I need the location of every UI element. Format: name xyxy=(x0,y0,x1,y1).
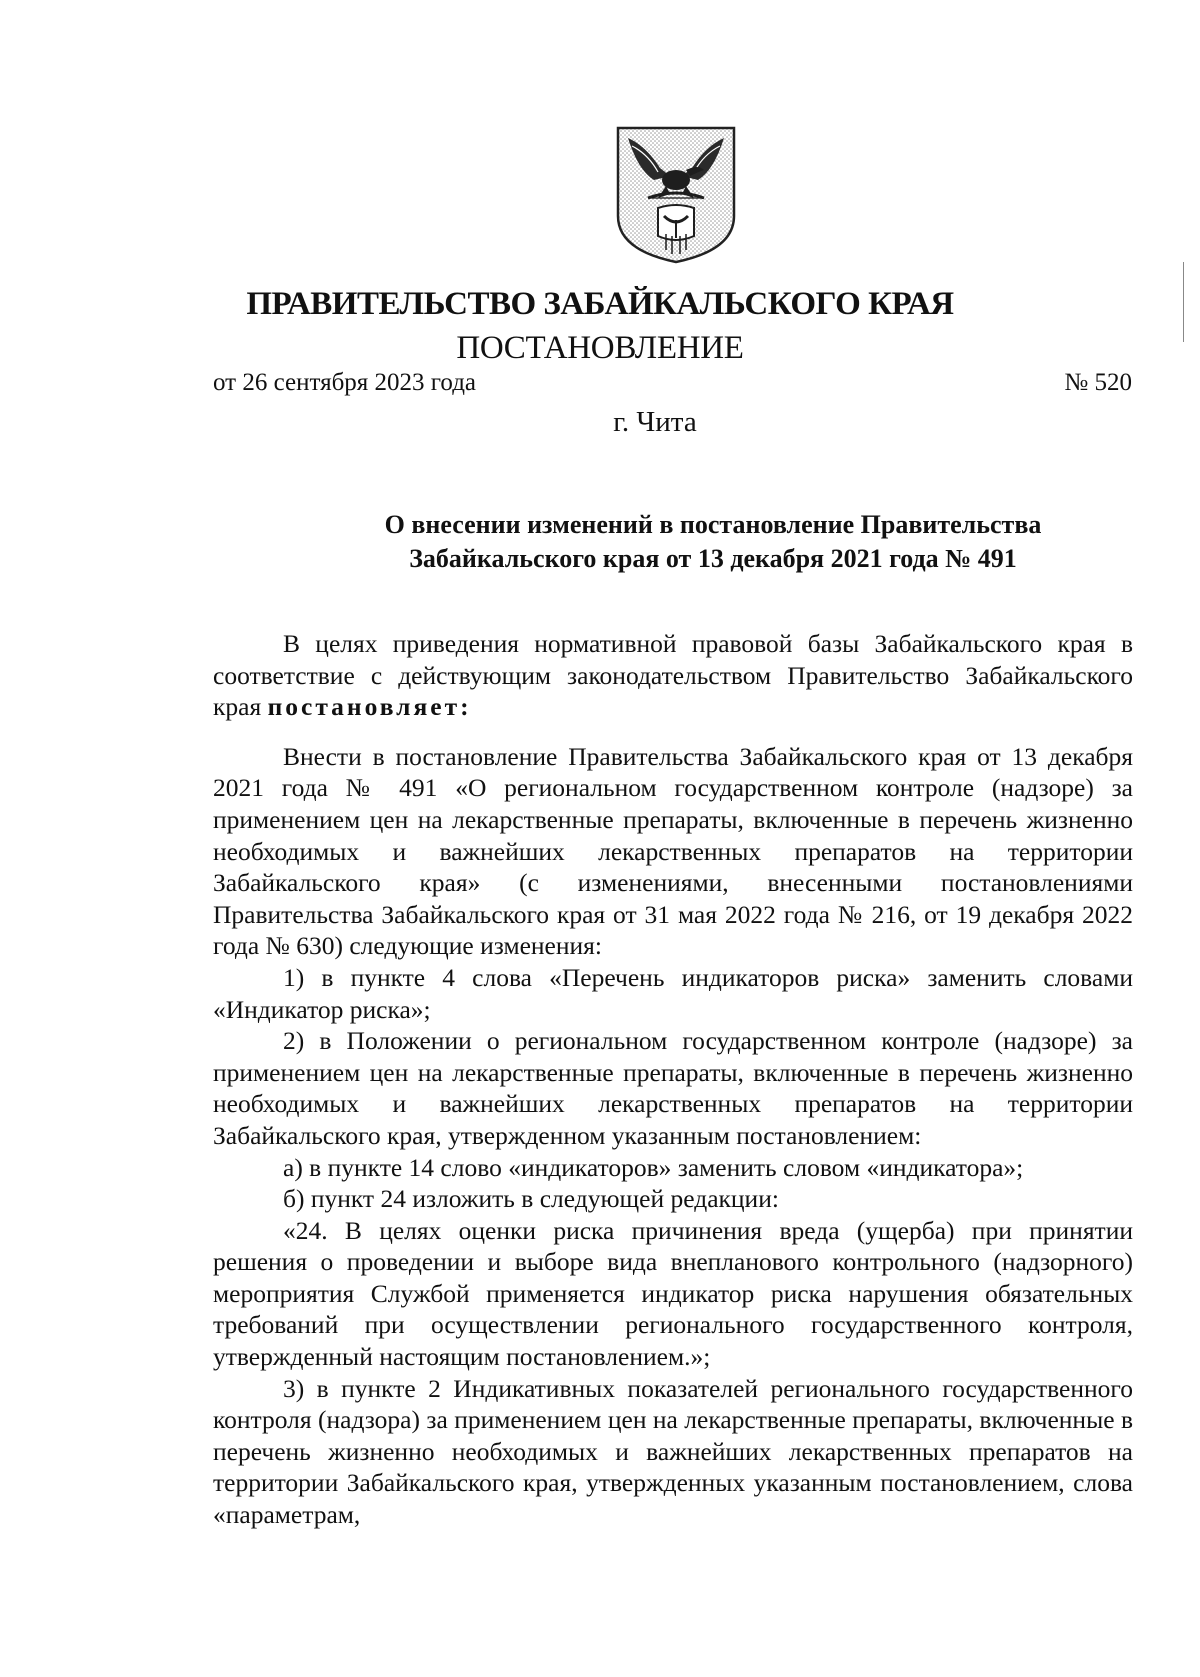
body-paragraph: 1) в пункте 4 слова «Перечень индикаторов риска» заменить словами «Индикатор риска»; xyxy=(213,962,1133,1024)
document-date: от 26 сентября 2023 года xyxy=(213,369,477,396)
body-paragraph: 2) в Положении о региональном государственном контроле (надзоре) за применением цен на лекарственные препараты, включенные в перечень жизненно необходимых и важнейших лекарственных препаратов на территории Забайкальского края, утвержденном указанным постановлением: xyxy=(213,1026,1133,1150)
body-paragraph: 3) в пункте 2 Индикативных показателей регионального государственного контроля (надзора) за применением цен на лекарственные препараты, включенные в перечень жизненно необходимых и важнейших лекарственных препаратов на территории Забайкальского края, утвержденных указанным постановлением, слова «параметрам, xyxy=(213,1373,1133,1530)
document-type: ПОСТАНОВЛЕНИЕ xyxy=(456,330,744,366)
document-city: г. Чита xyxy=(613,406,697,438)
preamble-text: В целях приведения нормативной правовой базы Забайкальского края в соответствие с действующим законодательством Правительство Забайкальского края xyxy=(213,629,1133,722)
body-paragraph: Внести в постановление Правительства Забайкальского края от 13 декабря 2021 года № 491 «О региональном государственном контроле (надзоре) за применением цен на лекарственные препараты, включенные в перечень жизненно необходимых и важнейших лекарственных препаратов на территории Забайкальского края» (с изменениями, внесенными постановлениями Правительства Забайкальского края от 31 мая 2022 года № 216, от 19 декабря 2022 года № 630) следующие изменения: xyxy=(213,741,1133,961)
subject-line-1: О внесении изменений в постановление Правительства xyxy=(384,510,1042,539)
body-paragraph: б) пункт 24 изложить в следующей редакции: xyxy=(283,1184,779,1214)
document-subject xyxy=(213,508,1173,576)
government-name: ПРАВИТЕЛЬСТВО ЗАБАЙКАЛЬСКОГО КРАЯ xyxy=(246,286,954,322)
document-body xyxy=(213,628,1133,1531)
coat-of-arms-icon xyxy=(614,124,738,264)
body-paragraph: «24. В целях оценки риска причинения вреда (ущерба) при принятии решения о проведении и выборе вида внепланового контрольного (надзорного) мероприятия Службой применяется индикатор риска нарушения обязательных требований при осуществлении регионального государственного контроля, утвержденный настоящим постановлением.»; xyxy=(213,1215,1133,1372)
scan-artifact-line xyxy=(1183,262,1184,342)
resolves-keyword: постановляет: xyxy=(267,692,472,722)
body-paragraph: а) в пункте 14 слово «индикаторов» заменить словом «индикатора»; xyxy=(283,1152,1024,1182)
subject-line-2: Забайкальского края от 13 декабря 2021 года № 491 xyxy=(409,544,1017,573)
preamble-paragraph xyxy=(213,628,1133,723)
document-number: № 520 xyxy=(1064,369,1132,396)
